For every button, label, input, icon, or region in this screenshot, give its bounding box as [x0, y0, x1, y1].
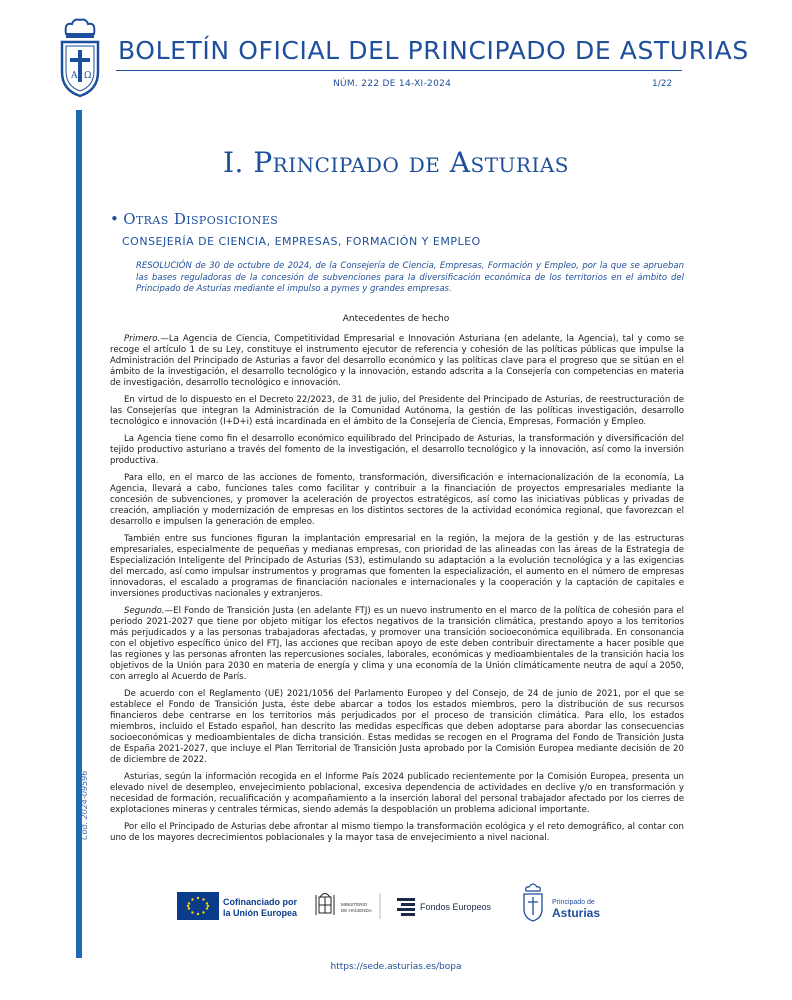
bullet-icon: •: [110, 210, 120, 228]
paragraph-text: —La Agencia de Ciencia, Competitividad Empresarial e Innovación Asturiana (en adelante, la Agencia), tal y como se recoge el artículo 1 de su Ley, constituye el instrumento ejecutor de referencia y cohesión de las políticas públicas que impulse la Administración del Principado de Asturias a favor del desarrollo económico y las políticas clave para el progreso que se sitúan en el ámbito de la investigación, el desarrollo tecnológico y la innovación, estando adscrita a la Consejería con competencias en materia de investigación, desarrollo tecnológico e innovación.: [110, 334, 684, 389]
paragraph-text: Para ello, en el marco de las acciones de fomento, transformación, diversificación e internacionalización de la economía, La Agencia, llevará a cabo, funciones tales como facilitar y contribuir a la financiación de proyectos empresariales mediante la concesión de subvenciones, y promover la aceleración de proyectos estratégicos, así como las iniciativas públicas y privadas de creación, ampliación y modernización de empresas en los distintos sectores de la actividad económica regional, que favorezcan el desarrollo e impulsen la generación de empleo.: [110, 472, 684, 527]
paragraph-lead: Segundo.: [124, 605, 165, 616]
paragraph-text: —El Fondo de Transición Justa (en adelante FTJ) es un nuevo instrumento en el marco de la política de cohesión para el periodo 2021-2027 que tiene por objeto mitigar los efectos negativos de la transición climática, prestando apoyo a los territorios más perjudicados y a las personas trabajadoras afectadas, y promover una transición socioeconómica equilibrada. En consonancia con el objetivo específico único del FTJ, las acciones que reciban apoyo de este deben contribuir directamente a hacer posible que las regiones y las personas afronten las repercusiones sociales, laborales, económicas y medioambientales de la transición hacia los objetivos de la Unión para 2030 en materia de energía y clima y una economía de la Unión climáticamente neutra de aquí a 2050, con arreglo al Acuerdo de París.: [110, 605, 684, 683]
document-code: Cód. 2024-09596: [80, 770, 89, 840]
paragraph-text: La Agencia tiene como fin el desarrollo económico equilibrado del Principado de Asturias, la transformación y diversificación del tejido productivo asturiano a través del fomento de la investigación, el desarrollo tecnológico y la innovación, así como la inversión productiva.: [110, 433, 684, 466]
subsection-title: [110, 210, 278, 228]
eu-label-line1: Cofinanciado por: [223, 897, 297, 907]
document-body: [110, 334, 684, 849]
resolution-summary: RESOLUCIÓN de 30 de octubre de 2024, de la Consejería de Ciencia, Empresas, Formación y Empleo, por la que se aprueban las bases reguladoras de la concesión de subvenciones para la diversificación económica de los territorios en el ámbito del Principado de Asturias mediante el impulso a pymes y grandes empresas.: [136, 261, 684, 295]
issue-number: NÚM. 222 DE 14-XI-2024: [333, 79, 452, 89]
eu-label-line2: la Unión Europea: [223, 908, 298, 918]
paragraph: [110, 689, 684, 767]
bulletin-title: BOLETÍN OFICIAL DEL PRINCIPADO DE ASTURIAS: [118, 36, 749, 65]
paragraph: [110, 822, 684, 844]
paragraph: [110, 606, 684, 684]
paragraph-text: También entre sus funciones figuran la implantación empresarial en la región, la mejora de la gestión y de las estructuras empresariales, especialmente de pequeñas y medianas empresas, con prioridad de las alineadas con las áreas de la Estrategia de Especialización Inteligente del Principado de Asturias (S3), estimulando su adaptación a la evolución tecnológica y a las exigencias del mercado, así como impulsar instrumentos y programas que fomenten la especialización, el aumento en el número de empresas innovadoras, el escalado a programas de financiación nacionales e internacionales y la cooperación y la captación de capitales e inversiones productivas nacionales y extranjeros.: [110, 533, 684, 599]
header-divider: [116, 70, 682, 71]
paragraph-text: Por ello el Principado de Asturias debe afrontar al mismo tiempo la transformación ecológica y el reto demográfico, al contar con uno de los mayores decrecimientos poblacionales y la mayor tasa de envejecimiento a nivel nacional.: [110, 821, 684, 843]
ministry-label-line1: MINISTERIO: [341, 902, 368, 907]
principado-label-line2: Asturias: [552, 906, 601, 920]
paragraph: [110, 473, 684, 528]
paragraph-lead: Primero.: [124, 334, 161, 344]
asturias-crest-logo: [56, 16, 104, 100]
section-title: I. Principado de Asturias: [222, 146, 569, 179]
subsection-label: Otras Disposiciones: [123, 210, 279, 228]
ministry-label-line2: DE HACIENDA: [341, 908, 372, 913]
page-number: 1/22: [652, 79, 673, 89]
svg-text:A: A: [71, 71, 78, 81]
paragraph: [110, 534, 684, 601]
ministry-name: CONSEJERÍA DE CIENCIA, EMPRESAS, FORMACIÓN Y EMPLEO: [122, 235, 481, 248]
paragraph-text: En virtud de lo dispuesto en el Decreto 22/2023, de 31 de julio, del Presidente del Principado de Asturias, de reestructuración de las Consejerías que integran la Administración de la Comunidad Autónoma, la gestión de las políticas investigación, desarrollo tecnológico e innovación (I+D+i) está incardinada en el ámbito de la Consejería de Ciencia, Empresas, Formación y Empleo.: [110, 394, 684, 428]
paragraph: [110, 434, 684, 467]
funding-logos: [169, 879, 615, 935]
fondos-europeos-label: Fondos Europeos: [420, 902, 492, 912]
eu-flag-icon: [177, 892, 219, 920]
svg-text:Ω: Ω: [84, 71, 92, 81]
spain-coat-of-arms-icon: [316, 894, 334, 916]
antecedentes-heading: Antecedentes de hecho: [342, 314, 450, 324]
fondos-europeos-icon: [397, 898, 415, 916]
footer-url-link[interactable]: https://sede.asturias.es/bopa: [330, 962, 462, 972]
principado-asturias-crest-icon: [524, 884, 542, 921]
paragraph: [110, 772, 684, 816]
paragraph: [110, 334, 684, 389]
paragraph-text: De acuerdo con el Reglamento (UE) 2021/1056 del Parlamento Europeo y del Consejo, de 24 de junio de 2021, por el que se establece el Fondo de Transición Justa, éste debe abarcar a todos los estados miembros, pero la distribución de sus recursos financieros debe centrarse en los territorios más perjudicados por el proceso de transición climática. Para ello, los estados miembros, incluido el Estado español, han descrito las medidas específicas que deben adoptarse para abordar las consecuencias socioeconómicas y medioambientales de dicha transición. Estas medidas se recogen en el Programa del Fondo de Transición Justa de España 2021-2027, que incluye el Plan Territorial de Transición Justa aprobado por la Comisión Europea mediante decisión de 20 de diciembre de 2022.: [110, 688, 684, 766]
paragraph-text: Asturias, según la información recogida en el Informe País 2024 publicado recientemente por la Comisión Europea, presenta un elevado nivel de desempleo, envejecimiento poblacional, excesiva dependencia de actividades en declive y/o en transformación y necesidad de formación, recualificación y acompañamiento a la inserción laboral del personal trabajador afectado por los cierres de explotaciones mineras y centrales térmicas, siendo además la despoblación un problema adicional importante.: [110, 771, 684, 816]
principado-label-line1: Principado de: [552, 899, 595, 906]
paragraph: [110, 395, 684, 428]
